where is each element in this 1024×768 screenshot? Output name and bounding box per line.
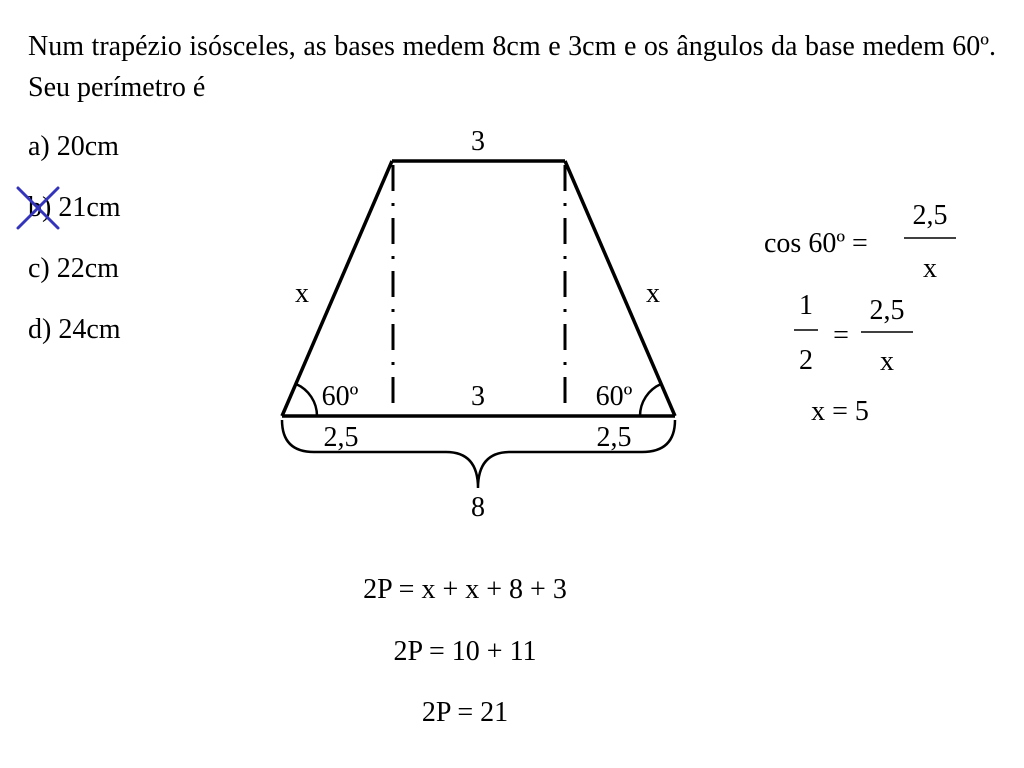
perimeter-line-1: 2P = x + x + 8 + 3 <box>363 574 567 605</box>
question-text: Num trapézio isósceles, as bases medem 8cm e 3cm e os ângulos da base medem 60º. Seu perímetro é <box>28 31 996 103</box>
x-result: x = 5 <box>811 396 869 427</box>
right-angle-arc <box>640 384 661 416</box>
right-side-label: x <box>646 278 660 309</box>
cos-fraction-numerator: 2,5 <box>912 200 948 231</box>
right-angle-label: 60º <box>595 381 633 412</box>
total-base-label: 8 <box>471 492 485 523</box>
top-base-label: 3 <box>471 126 485 157</box>
left-angle-label: 60º <box>321 381 359 412</box>
left-side-label: x <box>295 278 309 309</box>
cos-equation-left: cos 60º = <box>764 228 868 259</box>
half-fraction-denominator: 2 <box>799 345 813 376</box>
right-segment-label: 2,5 <box>596 422 632 453</box>
perimeter-line-2: 2P = 10 + 11 <box>393 636 537 667</box>
half-fraction-numerator: 1 <box>799 290 813 321</box>
answer-x-mark <box>18 188 58 228</box>
middle-base-label: 3 <box>471 381 485 412</box>
option-d[interactable]: d) 24cm <box>28 314 121 345</box>
cos-fraction-denominator: x <box>923 253 937 284</box>
ratio-fraction-numerator: 2,5 <box>869 295 905 326</box>
option-b[interactable]: b) 21cm <box>28 192 121 223</box>
option-a[interactable]: a) 20cm <box>28 131 119 162</box>
perimeter-line-3: 2P = 21 <box>421 697 509 728</box>
ratio-equals-sign: = <box>833 320 849 351</box>
option-c[interactable]: c) 22cm <box>28 253 119 284</box>
left-angle-arc <box>296 384 317 416</box>
ratio-fraction-denominator: x <box>880 346 894 377</box>
left-segment-label: 2,5 <box>323 422 359 453</box>
